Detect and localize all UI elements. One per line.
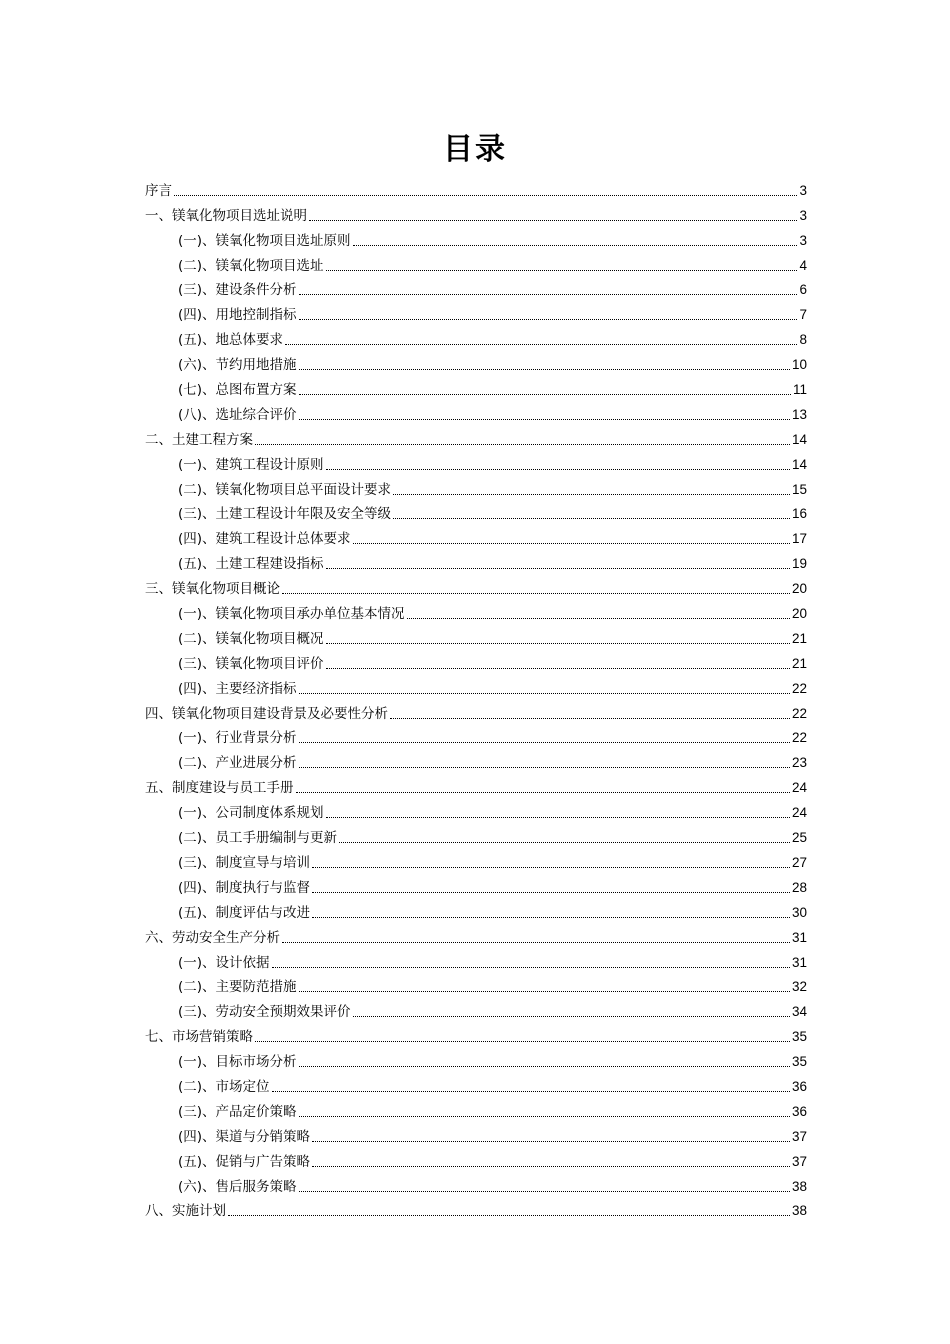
toc-dot-leader	[285, 344, 797, 345]
toc-entry-page-number: 11	[792, 382, 807, 398]
toc-dot-leader	[353, 543, 790, 544]
toc-dot-leader	[282, 593, 790, 594]
toc-dot-leader	[299, 1066, 790, 1067]
toc-entry-label: (四)、制度执行与监督	[178, 879, 311, 896]
toc-entry[interactable]	[145, 474, 807, 499]
toc-entry[interactable]	[145, 648, 807, 673]
toc-entry[interactable]	[145, 972, 807, 997]
toc-dot-leader	[326, 568, 790, 569]
toc-dot-leader	[353, 1016, 790, 1017]
toc-entry-page-number: 21	[791, 630, 807, 646]
toc-entry[interactable]	[145, 200, 807, 225]
toc-entry[interactable]	[145, 673, 807, 698]
toc-entry[interactable]	[145, 723, 807, 748]
toc-entry-label: (一)、行业背景分析	[178, 730, 297, 747]
toc-dot-leader	[299, 693, 790, 694]
toc-entry-label: (五)、土建工程建设指标	[178, 556, 324, 573]
toc-entry-label: (二)、主要防范措施	[178, 979, 297, 996]
toc-entry-page-number: 14	[791, 456, 807, 472]
toc-entry-label: (三)、劳动安全预期效果评价	[178, 1004, 351, 1021]
toc-title: 目录	[443, 132, 507, 167]
toc-entry-page-number: 38	[791, 1178, 807, 1194]
toc-entry[interactable]	[145, 922, 807, 947]
toc-dot-leader	[326, 668, 790, 669]
toc-entry-label: (三)、土建工程设计年限及安全等级	[178, 506, 392, 523]
toc-dot-leader	[390, 718, 790, 719]
toc-entry-label: (六)、售后服务策略	[178, 1178, 297, 1195]
toc-entry[interactable]	[145, 1171, 807, 1196]
toc-dot-leader	[228, 1215, 790, 1216]
toc-entry-label: (二)、产业进展分析	[178, 755, 297, 772]
toc-entry-page-number: 24	[791, 805, 807, 821]
toc-entry-label: (二)、镁氧化物项目选址	[178, 257, 324, 274]
toc-dot-leader	[326, 469, 790, 470]
toc-entry-label: (一)、公司制度体系规划	[178, 805, 324, 822]
toc-entry-page-number: 3	[799, 207, 807, 223]
toc-entry-label: (二)、市场定位	[178, 1078, 270, 1095]
toc-entry-page-number: 16	[791, 506, 807, 522]
toc-entry-label: (二)、镁氧化物项目概况	[178, 630, 324, 647]
toc-entry[interactable]	[145, 1071, 807, 1096]
toc-entry-page-number: 36	[791, 1078, 807, 1094]
toc-entry[interactable]	[145, 1046, 807, 1071]
toc-entry-page-number: 21	[791, 655, 807, 671]
toc-entry-label: (三)、建设条件分析	[178, 282, 297, 299]
toc-entry-page-number: 24	[791, 780, 807, 796]
toc-entry-label: (四)、建筑工程设计总体要求	[178, 531, 351, 548]
toc-entry-label: 六、劳动安全生产分析	[145, 929, 280, 946]
toc-entry[interactable]	[145, 1121, 807, 1146]
toc-entry-label: (二)、镁氧化物项目总平面设计要求	[178, 481, 392, 498]
toc-dot-leader	[299, 991, 790, 992]
toc-entry[interactable]	[145, 275, 807, 300]
toc-entry-page-number: 35	[791, 1029, 807, 1045]
toc-entry-page-number: 37	[791, 1128, 807, 1144]
toc-entry-page-number: 20	[791, 581, 807, 597]
toc-entry[interactable]	[145, 499, 807, 524]
toc-entry-label: (六)、节约用地措施	[178, 357, 297, 374]
toc-dot-leader	[299, 394, 791, 395]
toc-entry-page-number: 14	[791, 431, 807, 447]
toc-entry-page-number: 10	[791, 357, 807, 373]
toc-entry-label: (三)、制度宣导与培训	[178, 854, 311, 871]
toc-dot-leader	[312, 917, 790, 918]
toc-entry[interactable]	[145, 1196, 807, 1221]
toc-entry-label: 三、镁氧化物项目概论	[145, 581, 280, 598]
toc-dot-leader	[312, 1166, 790, 1167]
toc-entry[interactable]	[145, 449, 807, 474]
toc-entry[interactable]	[145, 250, 807, 275]
toc-entry-label: 七、市场营销策略	[145, 1029, 253, 1046]
toc-dot-leader	[299, 1116, 790, 1117]
toc-entry-page-number: 3	[799, 232, 807, 248]
toc-entry-label: (八)、选址综合评价	[178, 406, 297, 423]
toc-entry-page-number: 37	[791, 1153, 807, 1169]
toc-entry-page-number: 15	[791, 481, 807, 497]
toc-entry-label: (一)、镁氧化物项目承办单位基本情况	[178, 606, 405, 623]
toc-dot-leader	[299, 742, 790, 743]
toc-entry[interactable]	[145, 299, 807, 324]
toc-dot-leader	[299, 419, 790, 420]
toc-entry[interactable]	[145, 374, 807, 399]
toc-entry[interactable]	[145, 1096, 807, 1121]
toc-entry-page-number: 22	[791, 705, 807, 721]
toc-entry-page-number: 20	[791, 606, 807, 622]
toc-entry[interactable]	[145, 698, 807, 723]
toc-entry-label: 序言	[145, 182, 172, 199]
toc-entry[interactable]	[145, 573, 807, 598]
toc-dot-leader	[312, 892, 790, 893]
toc-entry[interactable]	[145, 897, 807, 922]
toc-dot-leader	[299, 767, 790, 768]
toc-entry[interactable]	[145, 822, 807, 847]
toc-entry[interactable]	[145, 175, 807, 200]
toc-entry-page-number: 8	[799, 332, 807, 348]
toc-entry-page-number: 4	[799, 257, 807, 273]
toc-dot-leader	[255, 444, 790, 445]
toc-entry-label: 四、镁氧化物项目建设背景及必要性分析	[145, 705, 388, 722]
toc-dot-leader	[326, 270, 798, 271]
toc-entry-page-number: 19	[791, 556, 807, 572]
toc-entry-label: 一、镁氧化物项目选址说明	[145, 207, 307, 224]
toc-dot-leader	[299, 1191, 790, 1192]
toc-entry-label: (二)、员工手册编制与更新	[178, 830, 338, 847]
toc-entry-page-number: 31	[791, 954, 807, 970]
toc-dot-leader	[299, 319, 798, 320]
toc-dot-leader	[296, 792, 790, 793]
toc-entry-label: (七)、总图布置方案	[178, 382, 297, 399]
toc-entry[interactable]	[145, 1021, 807, 1046]
toc-entry-page-number: 22	[791, 730, 807, 746]
toc-entry-label: 八、实施计划	[145, 1203, 226, 1220]
toc-entry-page-number: 36	[791, 1103, 807, 1119]
toc-dot-leader	[299, 369, 790, 370]
toc-dot-leader	[326, 643, 790, 644]
toc-entry[interactable]	[145, 324, 807, 349]
toc-entry-label: (五)、地总体要求	[178, 332, 284, 349]
toc-entry[interactable]	[145, 349, 807, 374]
toc-dot-leader	[272, 1091, 790, 1092]
toc-entry-label: (四)、主要经济指标	[178, 680, 297, 697]
toc-dot-leader	[272, 967, 790, 968]
toc-entry-label: (四)、渠道与分销策略	[178, 1128, 311, 1145]
toc-entry[interactable]	[145, 996, 807, 1021]
toc-entry[interactable]	[145, 598, 807, 623]
toc-entry-label: 二、土建工程方案	[145, 431, 253, 448]
toc-dot-leader	[393, 494, 790, 495]
toc-entry-page-number: 13	[791, 406, 807, 422]
toc-entry-page-number: 32	[791, 979, 807, 995]
toc-entry-label: (三)、镁氧化物项目评价	[178, 655, 324, 672]
toc-entry[interactable]	[145, 424, 807, 449]
toc-dot-leader	[282, 942, 790, 943]
toc-dot-leader	[174, 195, 797, 196]
toc-entry-label: (一)、建筑工程设计原则	[178, 456, 324, 473]
toc-entry-label: (一)、镁氧化物项目选址原则	[178, 232, 351, 249]
toc-dot-leader	[312, 1141, 790, 1142]
toc-entry[interactable]	[145, 523, 807, 548]
toc-entry-page-number: 28	[791, 879, 807, 895]
toc-entry-page-number: 30	[791, 904, 807, 920]
toc-entry-page-number: 31	[791, 929, 807, 945]
toc-dot-leader	[393, 518, 790, 519]
toc-entry-page-number: 35	[791, 1054, 807, 1070]
toc-entry-label: 五、制度建设与员工手册	[145, 780, 294, 797]
toc-entry-page-number: 27	[791, 854, 807, 870]
toc-entry-page-number: 17	[791, 531, 807, 547]
toc-entry-page-number: 6	[799, 282, 807, 298]
toc-dot-leader	[299, 294, 798, 295]
toc-entry-page-number: 3	[799, 182, 807, 198]
toc-entry[interactable]	[145, 947, 807, 972]
toc-dot-leader	[407, 618, 790, 619]
toc-entry-label: (五)、促销与广告策略	[178, 1153, 311, 1170]
toc-entry[interactable]	[145, 872, 807, 897]
toc-entry[interactable]	[145, 772, 807, 797]
toc-entry-page-number: 22	[791, 680, 807, 696]
toc-entry-label: (一)、目标市场分析	[178, 1054, 297, 1071]
toc-entry[interactable]	[145, 1146, 807, 1171]
toc-dot-leader	[353, 245, 798, 246]
toc-entry[interactable]	[145, 225, 807, 250]
toc-entry[interactable]	[145, 623, 807, 648]
toc-entry[interactable]	[145, 399, 807, 424]
toc-dot-leader	[312, 867, 790, 868]
toc-entry[interactable]	[145, 747, 807, 772]
toc-dot-leader	[309, 220, 797, 221]
toc-entry-label: (三)、产品定价策略	[178, 1103, 297, 1120]
toc-entry-label: (四)、用地控制指标	[178, 307, 297, 324]
toc-list	[145, 175, 807, 1220]
toc-dot-leader	[326, 817, 790, 818]
toc-entry[interactable]	[145, 548, 807, 573]
toc-entry-page-number: 7	[799, 307, 807, 323]
toc-entry[interactable]	[145, 847, 807, 872]
toc-entry[interactable]	[145, 797, 807, 822]
toc-entry-page-number: 23	[791, 755, 807, 771]
toc-entry-page-number: 38	[791, 1203, 807, 1219]
toc-dot-leader	[255, 1041, 790, 1042]
toc-dot-leader	[339, 842, 790, 843]
toc-entry-label: (五)、制度评估与改进	[178, 904, 311, 921]
toc-entry-page-number: 25	[791, 830, 807, 846]
toc-entry-label: (一)、设计依据	[178, 954, 270, 971]
toc-entry-page-number: 34	[791, 1004, 807, 1020]
